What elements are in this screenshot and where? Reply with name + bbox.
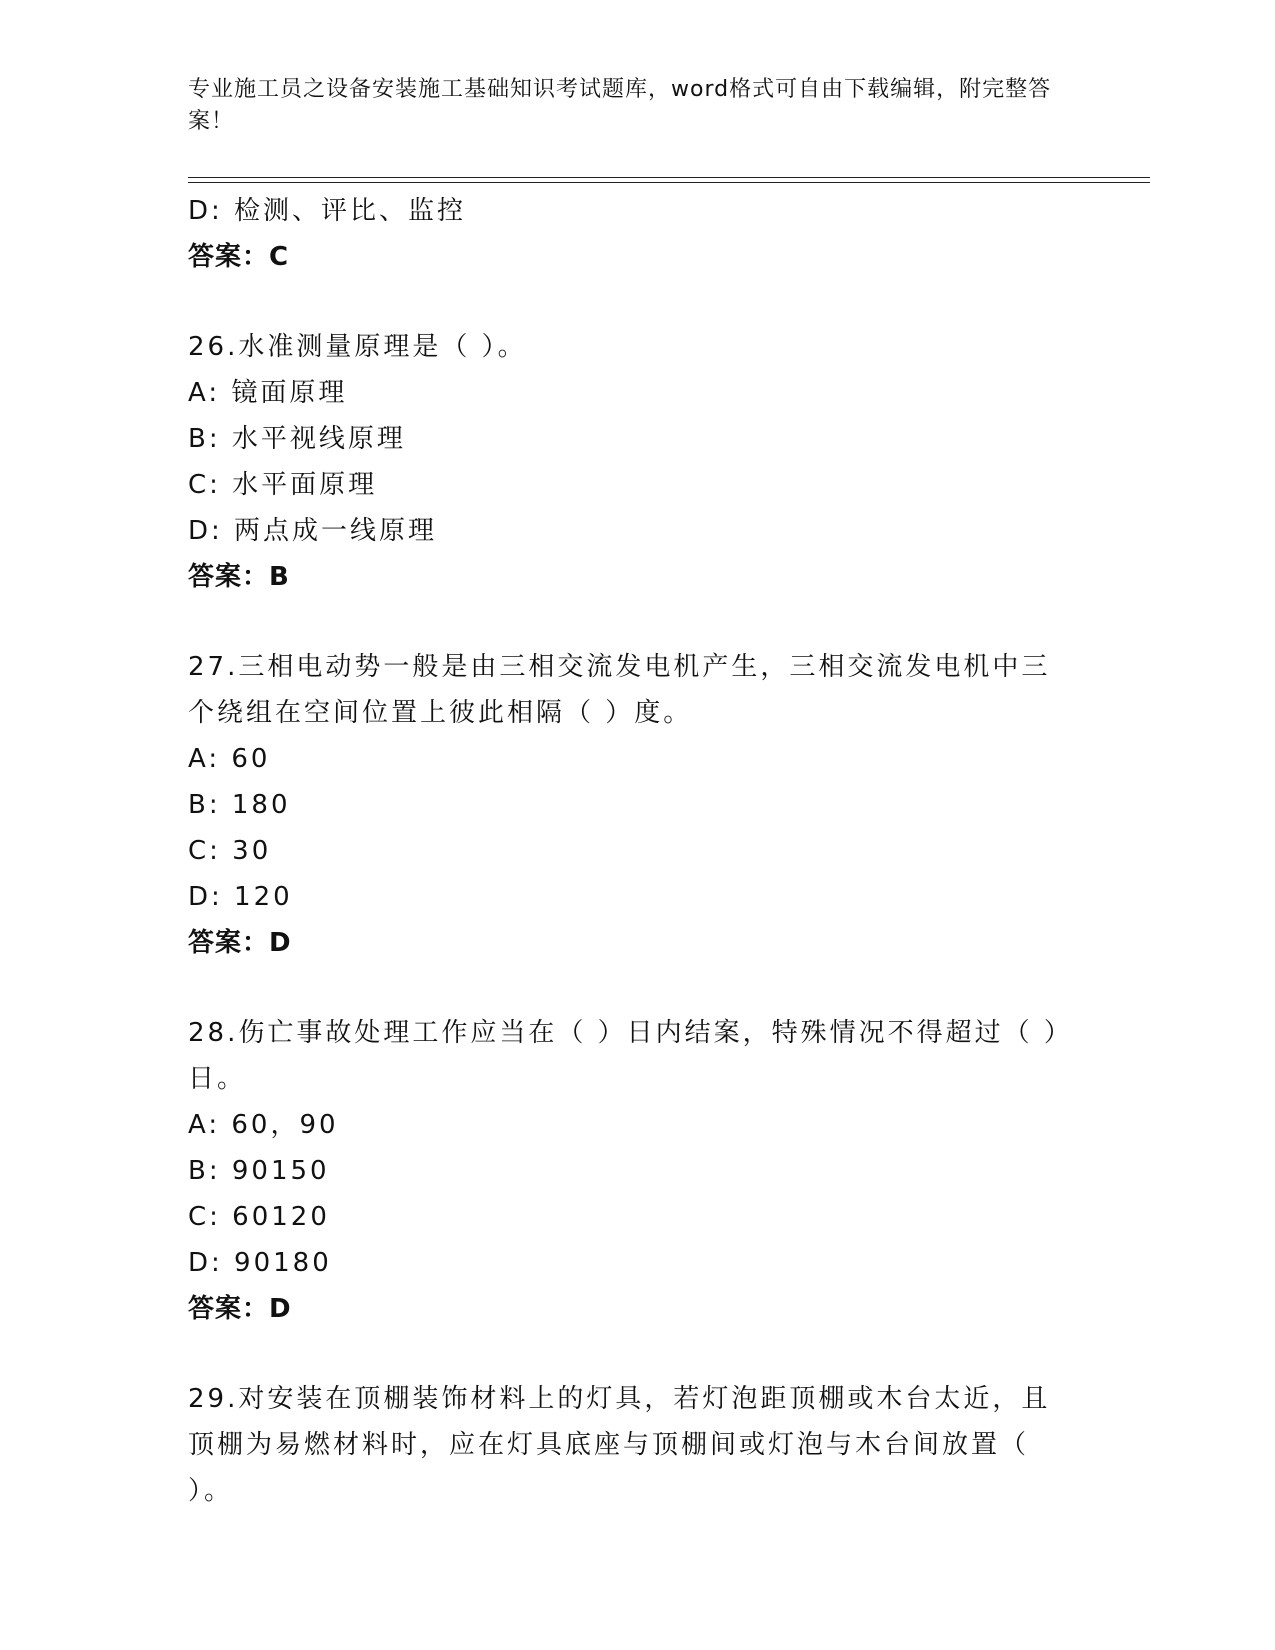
spacer	[188, 1332, 1088, 1376]
question-text: 27.三相电动势一般是由三相交流发电机产生，三相交流发电机中三个绕组在空间位置上彼此相隔（ ）度。	[188, 652, 1051, 728]
spacer	[188, 280, 1088, 324]
option-a: A: 镜面原理	[188, 378, 348, 408]
spacer	[188, 600, 1088, 644]
document-header: 专业施工员之设备安装施工基础知识考试题库，word格式可自由下载编辑，附完整答案！	[188, 77, 1052, 134]
answer: 答案：D	[188, 1294, 292, 1324]
question-text: 29.对安装在顶棚装饰材料上的灯具，若灯泡距顶棚或木台太近，且顶棚为易燃材料时，应在灯具底座与顶棚间或灯泡与木台间放置（ ）。	[188, 1384, 1051, 1506]
answer: 答案：B	[188, 562, 290, 592]
option-b: B: 90150	[188, 1156, 330, 1186]
option-b: B: 水平视线原理	[188, 424, 406, 454]
prev-answer: 答案：C	[188, 242, 290, 272]
prev-option-d: D: 检测、评比、监控	[188, 196, 467, 226]
option-c: C: 水平面原理	[188, 470, 378, 500]
option-d: D: 120	[188, 882, 293, 912]
option-a: A: 60	[188, 744, 271, 774]
question-29	[188, 1376, 1088, 1514]
option-d: D: 两点成一线原理	[188, 516, 438, 546]
question-28	[188, 1010, 1088, 1332]
answer: 答案：D	[188, 928, 292, 958]
question-27	[188, 644, 1088, 966]
question-text: 26.水准测量原理是（ ）。	[188, 332, 527, 362]
option-c: C: 60120	[188, 1202, 330, 1232]
header-rule-bottom	[188, 182, 1150, 183]
question-text: 28.伤亡事故处理工作应当在（ ）日内结案，特殊情况不得超过（ ）日。	[188, 1018, 1060, 1094]
question-content	[188, 188, 1088, 1514]
option-a: A: 60，90	[188, 1110, 339, 1140]
question-26	[188, 324, 1088, 600]
option-b: B: 180	[188, 790, 291, 820]
header-rule-top	[188, 177, 1150, 178]
option-c: C: 30	[188, 836, 272, 866]
option-d: D: 90180	[188, 1248, 332, 1278]
spacer	[188, 966, 1088, 1010]
